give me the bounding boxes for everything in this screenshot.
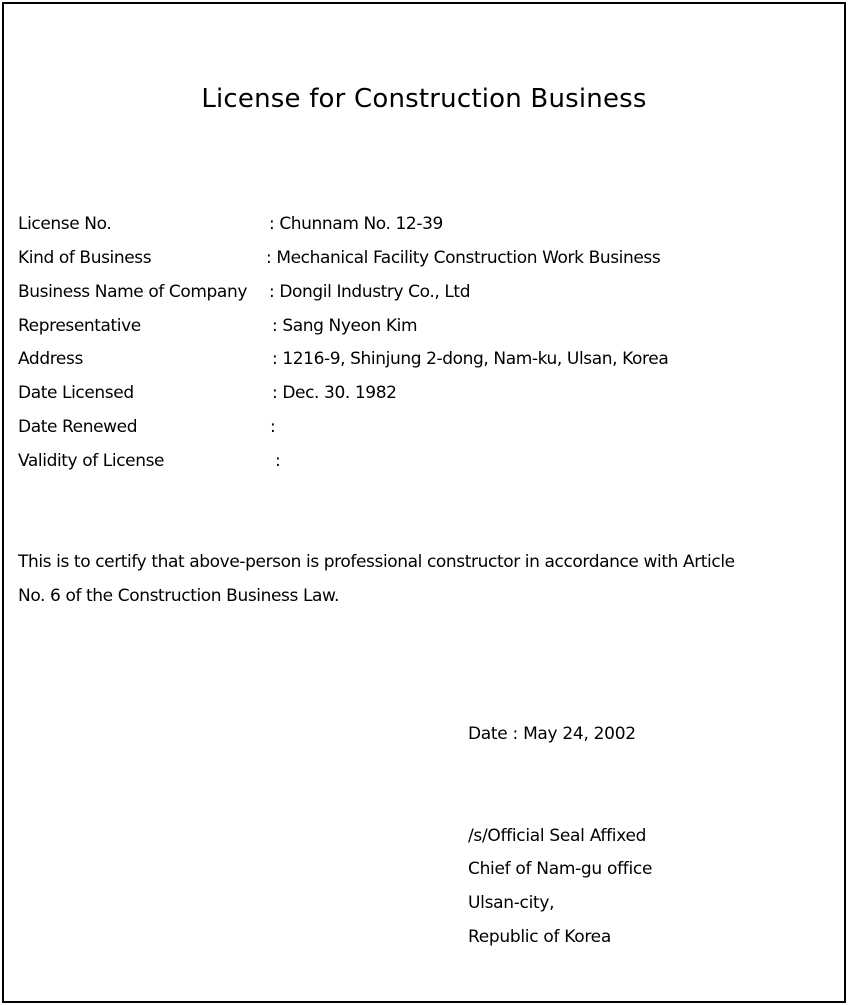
field-label: Kind of Business (18, 248, 152, 268)
document-border (2, 2, 846, 1003)
field-label: Address (18, 349, 83, 369)
field-value: : (275, 451, 281, 471)
document-title: License for Construction Business (201, 84, 647, 114)
certification-line-1: This is to certify that above-person is professional constructor in accordance with Article (18, 552, 735, 572)
field-label: Business Name of Company (18, 282, 247, 302)
field-label: License No. (18, 214, 112, 234)
issue-date: Date : May 24, 2002 (468, 724, 636, 744)
certification-line-2: No. 6 of the Construction Business Law. (18, 586, 339, 606)
field-label: Validity of License (18, 451, 165, 471)
field-value: : (270, 417, 276, 437)
signatory-office: Chief of Nam-gu office (468, 859, 653, 879)
field-label: Date Renewed (18, 417, 138, 437)
official-seal-note: /s/Official Seal Affixed (468, 826, 647, 846)
field-value: : Dongil Industry Co., Ltd (269, 282, 471, 302)
field-value: : Chunnam No. 12-39 (269, 214, 443, 234)
field-label: Date Licensed (18, 383, 134, 403)
field-value: : Dec. 30. 1982 (272, 383, 397, 403)
field-value: : Mechanical Facility Construction Work Business (266, 248, 661, 268)
field-label: Representative (18, 316, 141, 336)
signatory-country: Republic of Korea (468, 927, 611, 947)
signatory-city: Ulsan-city, (468, 893, 555, 913)
field-value: : Sang Nyeon Kim (272, 316, 418, 336)
field-value: : 1216-9, Shinjung 2-dong, Nam-ku, Ulsan, Korea (272, 349, 669, 369)
